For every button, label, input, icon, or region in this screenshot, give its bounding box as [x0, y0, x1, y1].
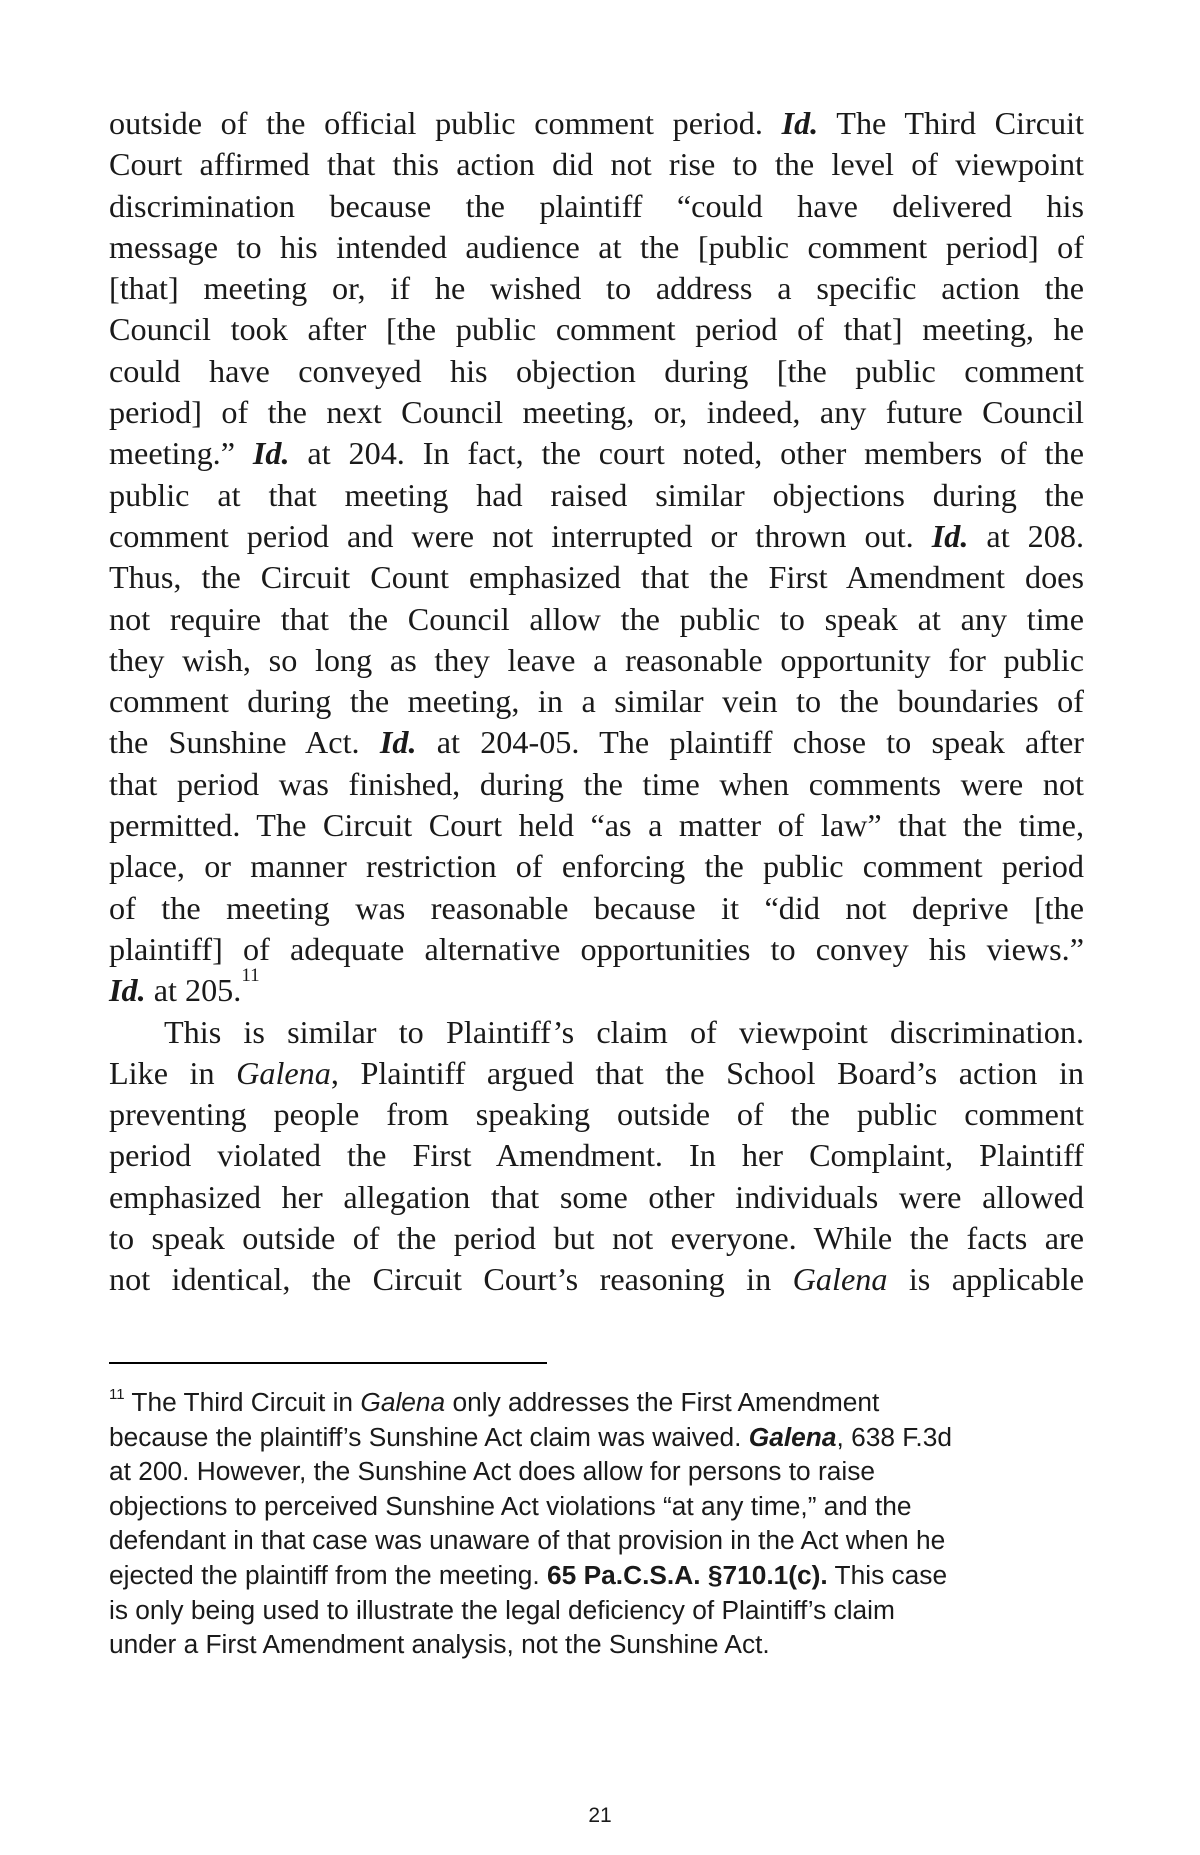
- footnote-reference: 11: [241, 965, 260, 987]
- text-line: preventing people from speaking outside of the public comment: [109, 1096, 1084, 1133]
- text-line: message to his intended audience at the [public comment period] of: [109, 228, 1084, 265]
- case-name: Galena: [748, 1421, 837, 1452]
- footnote-divider: [109, 1362, 547, 1364]
- text-line: public at that meeting had raised similar objections during the: [109, 476, 1084, 513]
- statute-citation: 65 Pa.C.S.A. §710.1(c).: [547, 1559, 828, 1590]
- text-line: outside of the official public comment period. Id. The Third Circuit: [109, 105, 1084, 141]
- text-line: could have conveyed his objection during [the public comment: [109, 352, 1084, 389]
- text-line: comment period and were not interrupted or thrown out. Id. at 208.: [109, 517, 1084, 554]
- citation-id: Id.: [109, 972, 146, 1009]
- citation-id: Id.: [781, 105, 819, 141]
- text-line: of the meeting was reasonable because it “did not deprive [the: [109, 889, 1084, 926]
- page-number: 21: [588, 1804, 612, 1827]
- paragraph-start-line: This is similar to Plaintiff’s claim of viewpoint discrimination.: [164, 1013, 1084, 1050]
- footnote-line: objections to perceived Sunshine Act violations “at any time,” and the: [109, 1490, 912, 1521]
- text-line: Like in Galena, Plaintiff argued that the School Board’s action in: [109, 1054, 1084, 1091]
- citation-id: Id.: [931, 517, 969, 554]
- footnote-line: because the plaintiff’s Sunshine Act claim was waived. Galena, 638 F.3d: [109, 1421, 952, 1452]
- text-line: that period was finished, during the time when comments were not: [109, 765, 1084, 802]
- footnote-line: ejected the plaintiff from the meeting. 65 Pa.C.S.A. §710.1(c). This case: [109, 1559, 948, 1590]
- citation-id: Id.: [379, 724, 417, 761]
- text-line: Thus, the Circuit Count emphasized that the First Amendment does: [109, 559, 1084, 596]
- text-line: [that] meeting or, if he wished to address a specific action the: [109, 270, 1084, 307]
- case-name: Galena: [236, 1054, 331, 1091]
- footnote-number: 11: [109, 1386, 125, 1403]
- text-line: discrimination because the plaintiff “could have delivered his: [109, 187, 1084, 224]
- footnote-line: at 200. However, the Sunshine Act does allow for persons to raise: [109, 1456, 875, 1487]
- text-line: period] of the next Council meeting, or, indeed, any future Council: [109, 394, 1084, 431]
- text-line: Council took after [the public comment period of that] meeting, he: [109, 311, 1084, 348]
- text-line: permitted. The Circuit Court held “as a matter of law” that the time,: [109, 807, 1084, 844]
- footnote-line: under a First Amendment analysis, not the Sunshine Act.: [109, 1629, 770, 1660]
- text-line: the Sunshine Act. Id. at 204-05. The plaintiff chose to speak after: [109, 724, 1084, 761]
- footnote-line: is only being used to illustrate the legal deficiency of Plaintiff’s claim: [109, 1594, 895, 1625]
- text-line: Court affirmed that this action did not rise to the level of viewpoint: [109, 146, 1084, 183]
- citation-id: Id.: [252, 435, 290, 472]
- text-line: to speak outside of the period but not everyone. While the facts are: [109, 1220, 1084, 1257]
- footnote: [109, 1385, 1029, 1662]
- footnote-line: $^{11}$ The Third Circuit in Galena only addresses the First Amendment: [109, 1386, 880, 1417]
- case-name: Galena: [360, 1387, 446, 1417]
- text-line: plaintiff] of adequate alternative opportunities to convey his views.”: [109, 930, 1084, 967]
- text-line: place, or manner restriction of enforcing the public comment period: [109, 848, 1084, 885]
- footnote-line: defendant in that case was unaware of that provision in the Act when he: [109, 1525, 946, 1556]
- text-line: emphasized her allegation that some other individuals were allowed: [109, 1178, 1084, 1215]
- case-name: Galena: [792, 1261, 888, 1298]
- text-line: meeting.” Id. at 204. In fact, the court noted, other members of the: [109, 435, 1085, 472]
- body-text: [109, 103, 1084, 1301]
- text-line: they wish, so long as they leave a reasonable opportunity for public: [109, 641, 1084, 678]
- text-line: not identical, the Circuit Court’s reasoning in Galena is applicable: [109, 1261, 1084, 1298]
- text-line: comment during the meeting, in a similar vein to the boundaries of: [109, 683, 1084, 720]
- text-line: Id. at 205.11: [109, 965, 260, 1009]
- text-line: not require that the Council allow the public to speak at any time: [109, 600, 1084, 637]
- text-line: period violated the First Amendment. In her Complaint, Plaintiff: [109, 1137, 1084, 1174]
